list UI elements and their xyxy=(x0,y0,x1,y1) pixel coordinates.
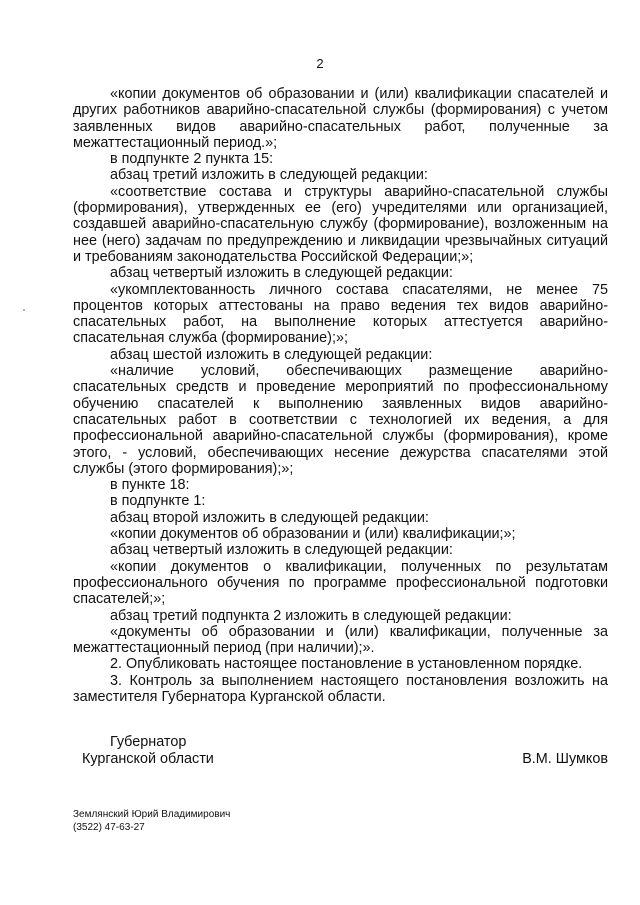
executor-name: Землянский Юрий Владимирович xyxy=(73,809,231,820)
paragraph: «соответствие состава и структуры аварийно-спасательной службы (формирования), утвержденных ее (его) учредителями или организацией, создавшей аварийно-спасательную службу (формирование), возложенным на нее (него) задачам по предупреждению и ликвидации чрезвычайных ситуаций и требованиям законодательства Российской Федерации;»; xyxy=(73,183,608,265)
paragraph: «документы об образовании и (или) квалификации, полученные за межаттестационный период (при наличии);». xyxy=(73,623,608,657)
paragraph: в подпункте 2 пункта 15: xyxy=(110,151,274,168)
executor-phone: (3522) 47-63-27 xyxy=(73,822,145,833)
paragraph: «наличие условий, обеспечивающих размещение аварийно-спасательных средств и проведение мероприятий по профессиональному обучению спасателей к выполнению заявленных видов аварийно-спасательных работ в соответствии с технологией их ведения, а для профессиональной аварийно-спасательной службы (формирования), кроме этого, - условий, обеспечивающих несение дежурства спасателями этой службы (этого формирования);»; xyxy=(73,363,608,477)
signatory-name: В.М. Шумков xyxy=(522,751,608,767)
paragraph: в пункте 18: xyxy=(110,477,190,494)
paragraph: абзац шестой изложить в следующей редакции: xyxy=(110,346,433,363)
document-body xyxy=(73,86,608,705)
paragraph: 2. Опубликовать настоящее постановление в установленном порядке. xyxy=(110,656,583,673)
paragraph: абзац третий подпункта 2 изложить в следующей редакции: xyxy=(110,607,512,624)
signatory-title-line1: Губернатор xyxy=(110,734,187,750)
page-number: 2 xyxy=(316,56,324,71)
paragraph: абзац четвертый изложить в следующей редакции: xyxy=(110,265,453,282)
paragraph: «укомплектованность личного состава спасателями, не менее 75 процентов которых аттестованы на право ведения тех видов аварийно-спасательных работ, на выполнение которых аттестуется аварийно-спасательная служба (формирование);»; xyxy=(73,281,608,347)
paragraph: в подпункте 1: xyxy=(110,493,206,510)
paragraph: «копии документов о квалификации, полученных по результатам профессионального обучения по программе профессиональной подготовки спасателей;»; xyxy=(73,558,608,608)
paragraph: абзац второй изложить в следующей редакции: xyxy=(110,509,429,526)
signatory-title-line2: Курганской области xyxy=(82,751,214,767)
margin-mark xyxy=(23,309,25,311)
paragraph: абзац четвертый изложить в следующей редакции: xyxy=(110,542,453,559)
paragraph: 3. Контроль за выполнением настоящего постановления возложить на заместителя Губернатора Курганской области. xyxy=(73,672,608,705)
paragraph: «копии документов об образовании и (или) квалификации;»; xyxy=(110,526,516,543)
paragraph: абзац третий изложить в следующей редакции: xyxy=(110,167,428,184)
paragraph: «копии документов об образовании и (или) квалификации спасателей и других работников аварийно-спасательной службы (формирования) с учетом заявленных видов аварийно-спасательных работ, полученные за межаттестационный период.»; xyxy=(73,86,608,151)
